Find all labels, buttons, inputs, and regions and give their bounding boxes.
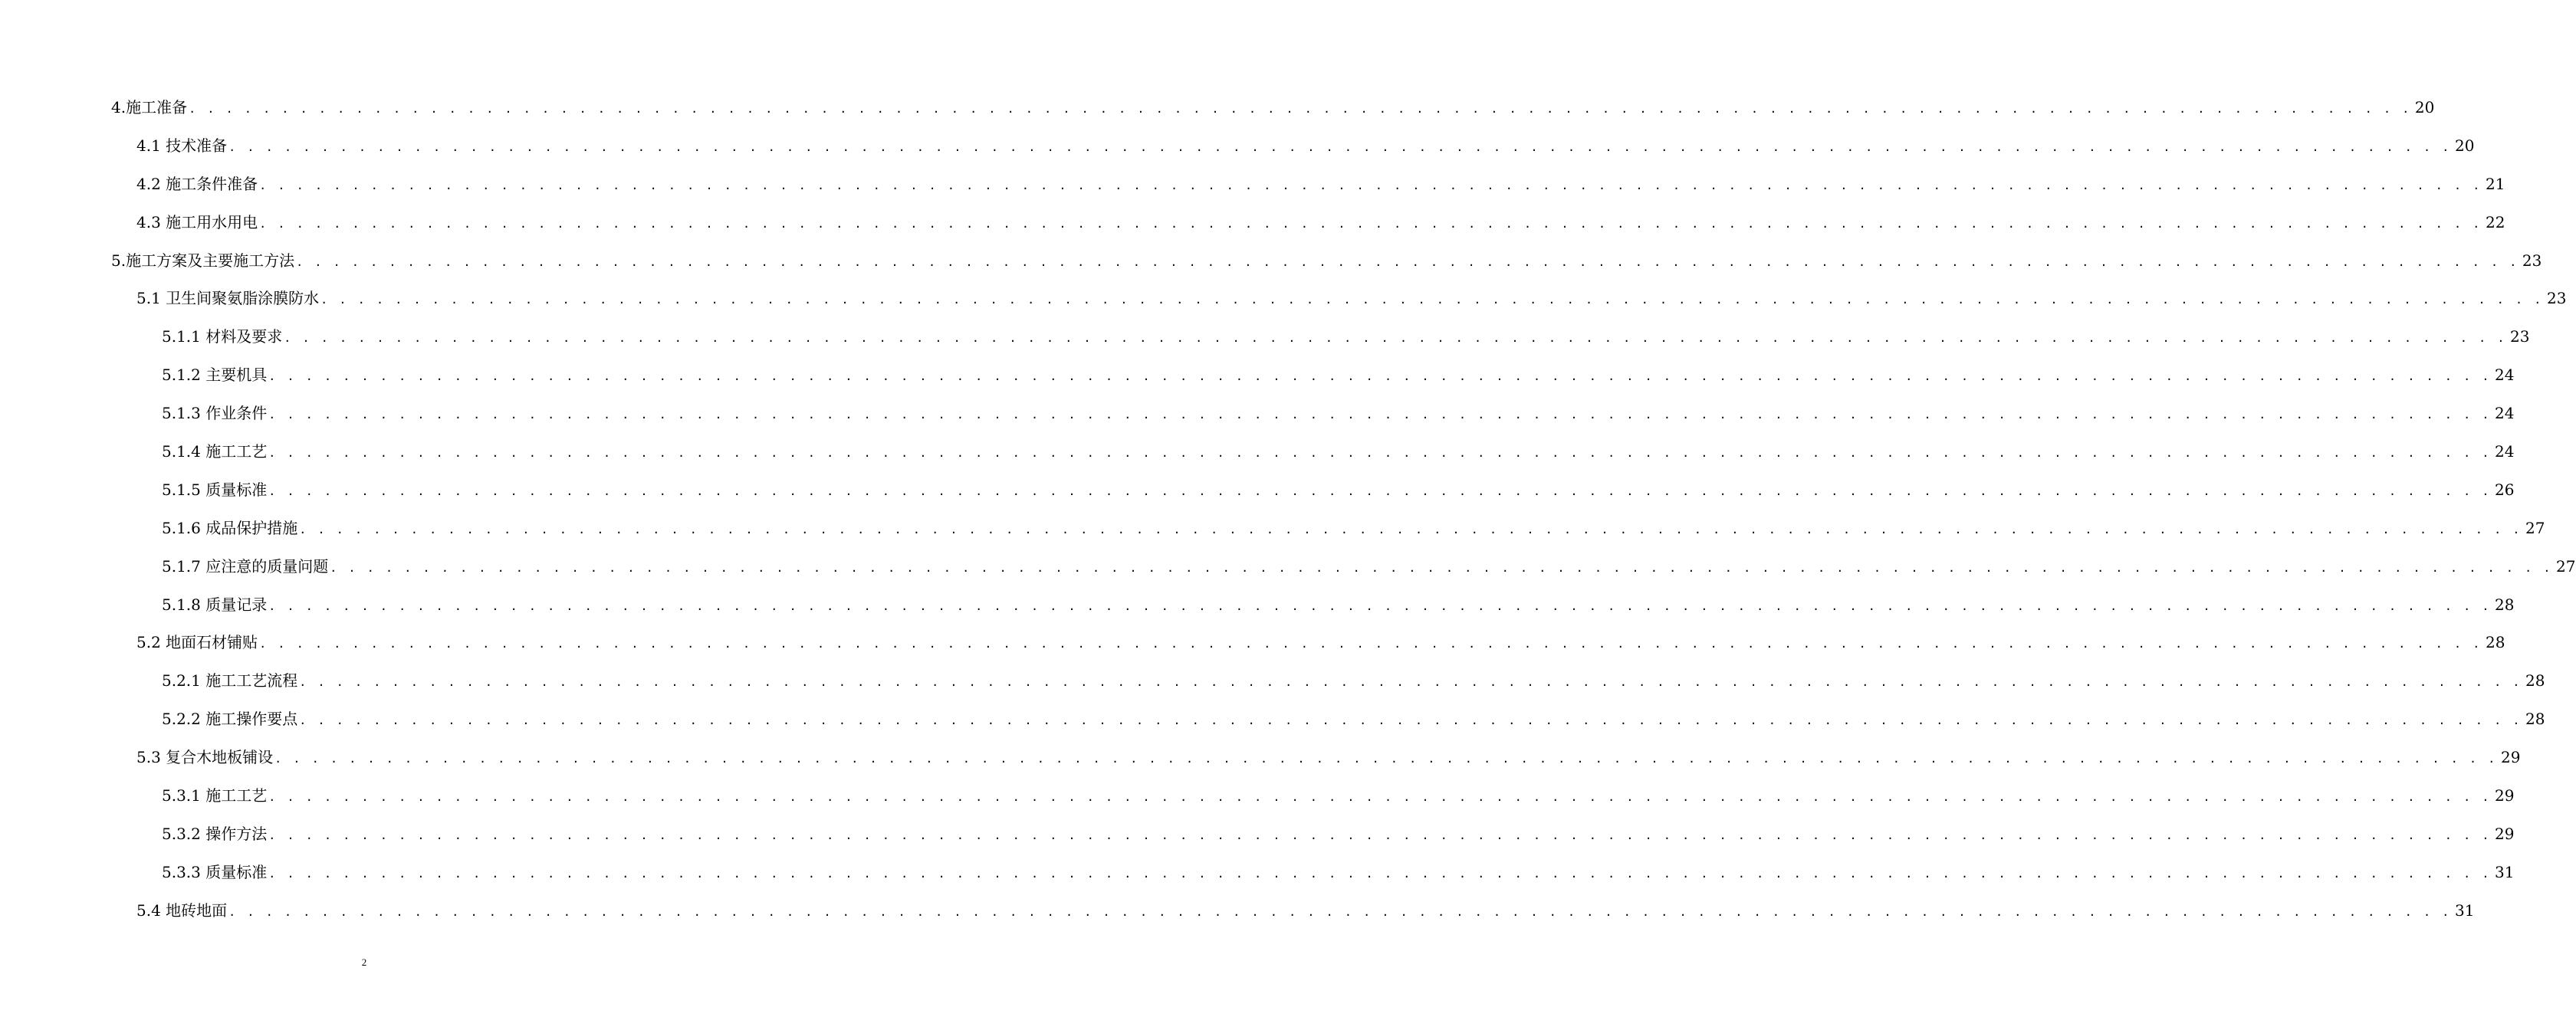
toc-entry-label: 5.3.3 质量标准 — [162, 862, 268, 881]
toc-entry-page: 28 — [2495, 595, 2515, 614]
toc-entry-line — [162, 862, 2515, 881]
dot-leader: . . . . . . . . . . . . . . . . . . . . . . . . . . . . . . . . . . . . . . . . . . . . . . . . . . . . . . . . . . . . . . . . . . . . . . . . . . . . . . . . . . . . . . . . . . . . . . . . . . . . . . . . . . . . . . . . . . . . . . . . — [296, 254, 2519, 269]
dot-leader: . . . . . . . . . . . . . . . . . . . . . . . . . . . . . . . . . . . . . . . . . . . . . . . . . . . . . . . . . . . . . . . . . . . . . . . . . . . . . . . . . . . . . . . . . . . . . . . . . . . . . . . . . . . . . . . . . . . . . . . . — [299, 675, 2522, 690]
toc-entry[interactable] — [0, 586, 2515, 624]
toc-entry-page: 20 — [2414, 97, 2435, 116]
dot-leader: . . . . . . . . . . . . . . . . . . . . . . . . . . . . . . . . . . . . . . . . . . . . . . . . . . . . . . . . . . . . . . . . . . . . . . . . . . . . . . . . . . . . . . . . . . . . . . . . . . . . . . . . . . . . . . . . . . . . . . . . — [268, 789, 2492, 804]
toc-entry-page: 24 — [2495, 441, 2515, 461]
toc-entry-page: 26 — [2495, 480, 2515, 499]
toc-entry[interactable] — [0, 356, 2515, 394]
toc-entry-page: 21 — [2485, 174, 2505, 193]
toc-entry-line — [162, 404, 2515, 423]
toc-entry-label: 5.1.2 主要机具 — [162, 366, 268, 385]
toc-entry-line — [136, 748, 2521, 767]
toc-entry-page: 24 — [2495, 404, 2515, 423]
toc-entry-label: 5.1.7 应注意的质量问题 — [162, 556, 329, 576]
toc-entry[interactable] — [0, 241, 2542, 280]
toc-entry-label: 5.1 卫生间聚氨脂涂膜防水 — [136, 289, 320, 308]
toc-entry[interactable] — [0, 509, 2545, 547]
toc-entry[interactable] — [0, 432, 2515, 471]
dot-leader: . . . . . . . . . . . . . . . . . . . . . . . . . . . . . . . . . . . . . . . . . . . . . . . . . . . . . . . . . . . . . . . . . . . . . . . . . . . . . . . . . . . . . . . . . . . . . . . . . . . . . . . . . . . . . . . . . . . . . . . . — [268, 866, 2492, 881]
dot-leader: . . . . . . . . . . . . . . . . . . . . . . . . . . . . . . . . . . . . . . . . . . . . . . . . . . . . . . . . . . . . . . . . . . . . . . . . . . . . . . . . . . . . . . . . . . . . . . . . . . . . . . . . . . . . . . . . . . . . . . . . — [268, 369, 2492, 384]
dot-leader: . . . . . . . . . . . . . . . . . . . . . . . . . . . . . . . . . . . . . . . . . . . . . . . . . . . . . . . . . . . . . . . . . . . . . . . . . . . . . . . . . . . . . . . . . . . . . . . . . . . . . . . . . . . . . . . . . . . . . . . . — [299, 522, 2522, 536]
toc-entry-label: 5.1.5 质量标准 — [162, 480, 268, 499]
toc-entry-line — [111, 97, 2435, 116]
toc-entry[interactable] — [0, 623, 2505, 661]
toc-entry-label: 5.1.1 材料及要求 — [162, 327, 283, 346]
toc-entry-label: 5.1.4 施工工艺 — [162, 441, 268, 461]
toc-entry-label: 4.3 施工用水用电 — [136, 212, 258, 231]
toc-entry[interactable] — [0, 165, 2505, 203]
toc-entry-page: 20 — [2454, 136, 2475, 155]
toc-entry-label: 5.2.2 施工操作要点 — [162, 710, 298, 729]
toc-entry-label: 4.2 施工条件准备 — [136, 174, 258, 193]
toc-entry[interactable] — [0, 738, 2521, 776]
toc-entry-label: 5.1.8 质量记录 — [162, 595, 268, 614]
toc-entry-label: 5.施工方案及主要施工方法 — [111, 251, 295, 270]
dot-leader: . . . . . . . . . . . . . . . . . . . . . . . . . . . . . . . . . . . . . . . . . . . . . . . . . . . . . . . . . . . . . . . . . . . . . . . . . . . . . . . . . . . . . . . . . . . . . . . . . . . . . . . . . . . . . . . . . . . . . . . . — [330, 560, 2553, 575]
toc-entry-line — [162, 366, 2515, 385]
toc-entry[interactable] — [0, 279, 2567, 317]
dot-leader: . . . . . . . . . . . . . . . . . . . . . . . . . . . . . . . . . . . . . . . . . . . . . . . . . . . . . . . . . . . . . . . . . . . . . . . . . . . . . . . . . . . . . . . . . . . . . . . . . . . . . . . . . . . . . . . . . . . . . . . . — [268, 445, 2492, 460]
toc-entry-page: 31 — [2454, 900, 2475, 920]
dot-leader: . . . . . . . . . . . . . . . . . . . . . . . . . . . . . . . . . . . . . . . . . . . . . . . . . . . . . . . . . . . . . . . . . . . . . . . . . . . . . . . . . . . . . . . . . . . . . . . . . . . . . . . . . . . . . . . . . . . . . . . . — [268, 484, 2492, 498]
toc-entry-line — [136, 136, 2475, 155]
toc-entry[interactable] — [0, 394, 2515, 432]
toc-entry-label: 5.3.1 施工工艺 — [162, 786, 268, 805]
toc-entry-page: 24 — [2495, 366, 2515, 385]
toc-entry[interactable] — [0, 661, 2545, 700]
toc-entry[interactable] — [0, 126, 2475, 165]
toc-entry-line — [162, 441, 2515, 461]
toc-entry[interactable] — [0, 471, 2515, 509]
toc-entry-page: 23 — [2510, 327, 2530, 346]
toc-entry[interactable] — [0, 88, 2435, 126]
toc-entry[interactable] — [0, 203, 2505, 241]
table-of-contents — [0, 88, 2576, 930]
toc-entry-label: 5.4 地砖地面 — [136, 900, 228, 920]
toc-entry-line — [162, 824, 2515, 843]
toc-entry-page: 29 — [2500, 748, 2521, 767]
toc-entry-page: 27 — [2556, 556, 2576, 576]
dot-leader: . . . . . . . . . . . . . . . . . . . . . . . . . . . . . . . . . . . . . . . . . . . . . . . . . . . . . . . . . . . . . . . . . . . . . . . . . . . . . . . . . . . . . . . . . . . . . . . . . . . . . . . . . . . . . . . . . . . . . . . . — [259, 216, 2482, 231]
toc-entry-label: 5.2 地面石材铺贴 — [136, 633, 258, 652]
dot-leader: . . . . . . . . . . . . . . . . . . . . . . . . . . . . . . . . . . . . . . . . . . . . . . . . . . . . . . . . . . . . . . . . . . . . . . . . . . . . . . . . . . . . . . . . . . . . . . . . . . . . . . . . . . . . . . . . . . . . . . . . — [189, 101, 2412, 116]
toc-entry-label: 5.3.2 操作方法 — [162, 824, 268, 843]
toc-entry-line — [136, 174, 2505, 193]
toc-entry-line — [162, 710, 2545, 729]
toc-entry[interactable] — [0, 776, 2515, 815]
toc-entry-page: 23 — [2522, 251, 2542, 270]
toc-entry-label: 5.3 复合木地板铺设 — [136, 748, 274, 767]
page-number: 2 — [361, 956, 367, 968]
toc-entry[interactable] — [0, 853, 2515, 891]
toc-entry-page: 27 — [2525, 518, 2545, 537]
toc-entry-label: 5.2.1 施工工艺流程 — [162, 671, 298, 690]
toc-entry-page: 22 — [2485, 212, 2505, 231]
dot-leader: . . . . . . . . . . . . . . . . . . . . . . . . . . . . . . . . . . . . . . . . . . . . . . . . . . . . . . . . . . . . . . . . . . . . . . . . . . . . . . . . . . . . . . . . . . . . . . . . . . . . . . . . . . . . . . . . . . . . . . . . — [259, 637, 2482, 651]
toc-entry-page: 28 — [2525, 710, 2545, 729]
toc-entry-label: 5.1.3 作业条件 — [162, 404, 268, 423]
dot-leader: . . . . . . . . . . . . . . . . . . . . . . . . . . . . . . . . . . . . . . . . . . . . . . . . . . . . . . . . . . . . . . . . . . . . . . . . . . . . . . . . . . . . . . . . . . . . . . . . . . . . . . . . . . . . . . . . . . . . . . . . — [228, 139, 2452, 154]
toc-entry-page: 28 — [2485, 633, 2505, 652]
toc-entry-page: 29 — [2495, 824, 2515, 843]
toc-entry-label: 4.施工准备 — [111, 97, 188, 116]
toc-entry-page: 29 — [2495, 786, 2515, 805]
dot-leader: . . . . . . . . . . . . . . . . . . . . . . . . . . . . . . . . . . . . . . . . . . . . . . . . . . . . . . . . . . . . . . . . . . . . . . . . . . . . . . . . . . . . . . . . . . . . . . . . . . . . . . . . . . . . . . . . . . . . . . . . — [228, 904, 2452, 919]
dot-leader: . . . . . . . . . . . . . . . . . . . . . . . . . . . . . . . . . . . . . . . . . . . . . . . . . . . . . . . . . . . . . . . . . . . . . . . . . . . . . . . . . . . . . . . . . . . . . . . . . . . . . . . . . . . . . . . . . . . . . . . . — [320, 293, 2544, 307]
toc-entry-page: 31 — [2495, 862, 2515, 881]
toc-entry[interactable] — [0, 815, 2515, 853]
toc-entry[interactable] — [0, 547, 2576, 586]
toc-entry-label: 5.1.6 成品保护措施 — [162, 518, 298, 537]
toc-entry-page: 28 — [2525, 671, 2545, 690]
dot-leader: . . . . . . . . . . . . . . . . . . . . . . . . . . . . . . . . . . . . . . . . . . . . . . . . . . . . . . . . . . . . . . . . . . . . . . . . . . . . . . . . . . . . . . . . . . . . . . . . . . . . . . . . . . . . . . . . . . . . . . . . — [274, 752, 2498, 766]
toc-entry-line — [162, 518, 2545, 537]
toc-entry-line — [162, 556, 2576, 576]
toc-entry-line — [162, 327, 2530, 346]
toc-entry-line — [136, 289, 2567, 308]
toc-entry-page: 23 — [2546, 289, 2567, 308]
toc-entry-line — [136, 633, 2505, 652]
dot-leader: . . . . . . . . . . . . . . . . . . . . . . . . . . . . . . . . . . . . . . . . . . . . . . . . . . . . . . . . . . . . . . . . . . . . . . . . . . . . . . . . . . . . . . . . . . . . . . . . . . . . . . . . . . . . . . . . . . . . . . . . — [268, 408, 2492, 422]
dot-leader: . . . . . . . . . . . . . . . . . . . . . . . . . . . . . . . . . . . . . . . . . . . . . . . . . . . . . . . . . . . . . . . . . . . . . . . . . . . . . . . . . . . . . . . . . . . . . . . . . . . . . . . . . . . . . . . . . . . . . . . . — [259, 178, 2482, 192]
dot-leader: . . . . . . . . . . . . . . . . . . . . . . . . . . . . . . . . . . . . . . . . . . . . . . . . . . . . . . . . . . . . . . . . . . . . . . . . . . . . . . . . . . . . . . . . . . . . . . . . . . . . . . . . . . . . . . . . . . . . . . . . — [268, 828, 2492, 842]
dot-leader: . . . . . . . . . . . . . . . . . . . . . . . . . . . . . . . . . . . . . . . . . . . . . . . . . . . . . . . . . . . . . . . . . . . . . . . . . . . . . . . . . . . . . . . . . . . . . . . . . . . . . . . . . . . . . . . . . . . . . . . . — [284, 331, 2507, 346]
dot-leader: . . . . . . . . . . . . . . . . . . . . . . . . . . . . . . . . . . . . . . . . . . . . . . . . . . . . . . . . . . . . . . . . . . . . . . . . . . . . . . . . . . . . . . . . . . . . . . . . . . . . . . . . . . . . . . . . . . . . . . . . — [268, 599, 2492, 613]
dot-leader: . . . . . . . . . . . . . . . . . . . . . . . . . . . . . . . . . . . . . . . . . . . . . . . . . . . . . . . . . . . . . . . . . . . . . . . . . . . . . . . . . . . . . . . . . . . . . . . . . . . . . . . . . . . . . . . . . . . . . . . . — [299, 713, 2522, 728]
toc-entry-line — [162, 786, 2515, 805]
toc-entry-line — [162, 671, 2545, 690]
toc-entry[interactable] — [0, 700, 2545, 738]
toc-entry-line — [111, 251, 2542, 270]
toc-entry[interactable] — [0, 891, 2475, 930]
toc-entry[interactable] — [0, 317, 2530, 356]
toc-entry-line — [136, 212, 2505, 231]
toc-entry-line — [162, 595, 2515, 614]
toc-entry-label: 4.1 技术准备 — [136, 136, 228, 155]
toc-entry-line — [162, 480, 2515, 499]
toc-entry-line — [136, 900, 2475, 920]
